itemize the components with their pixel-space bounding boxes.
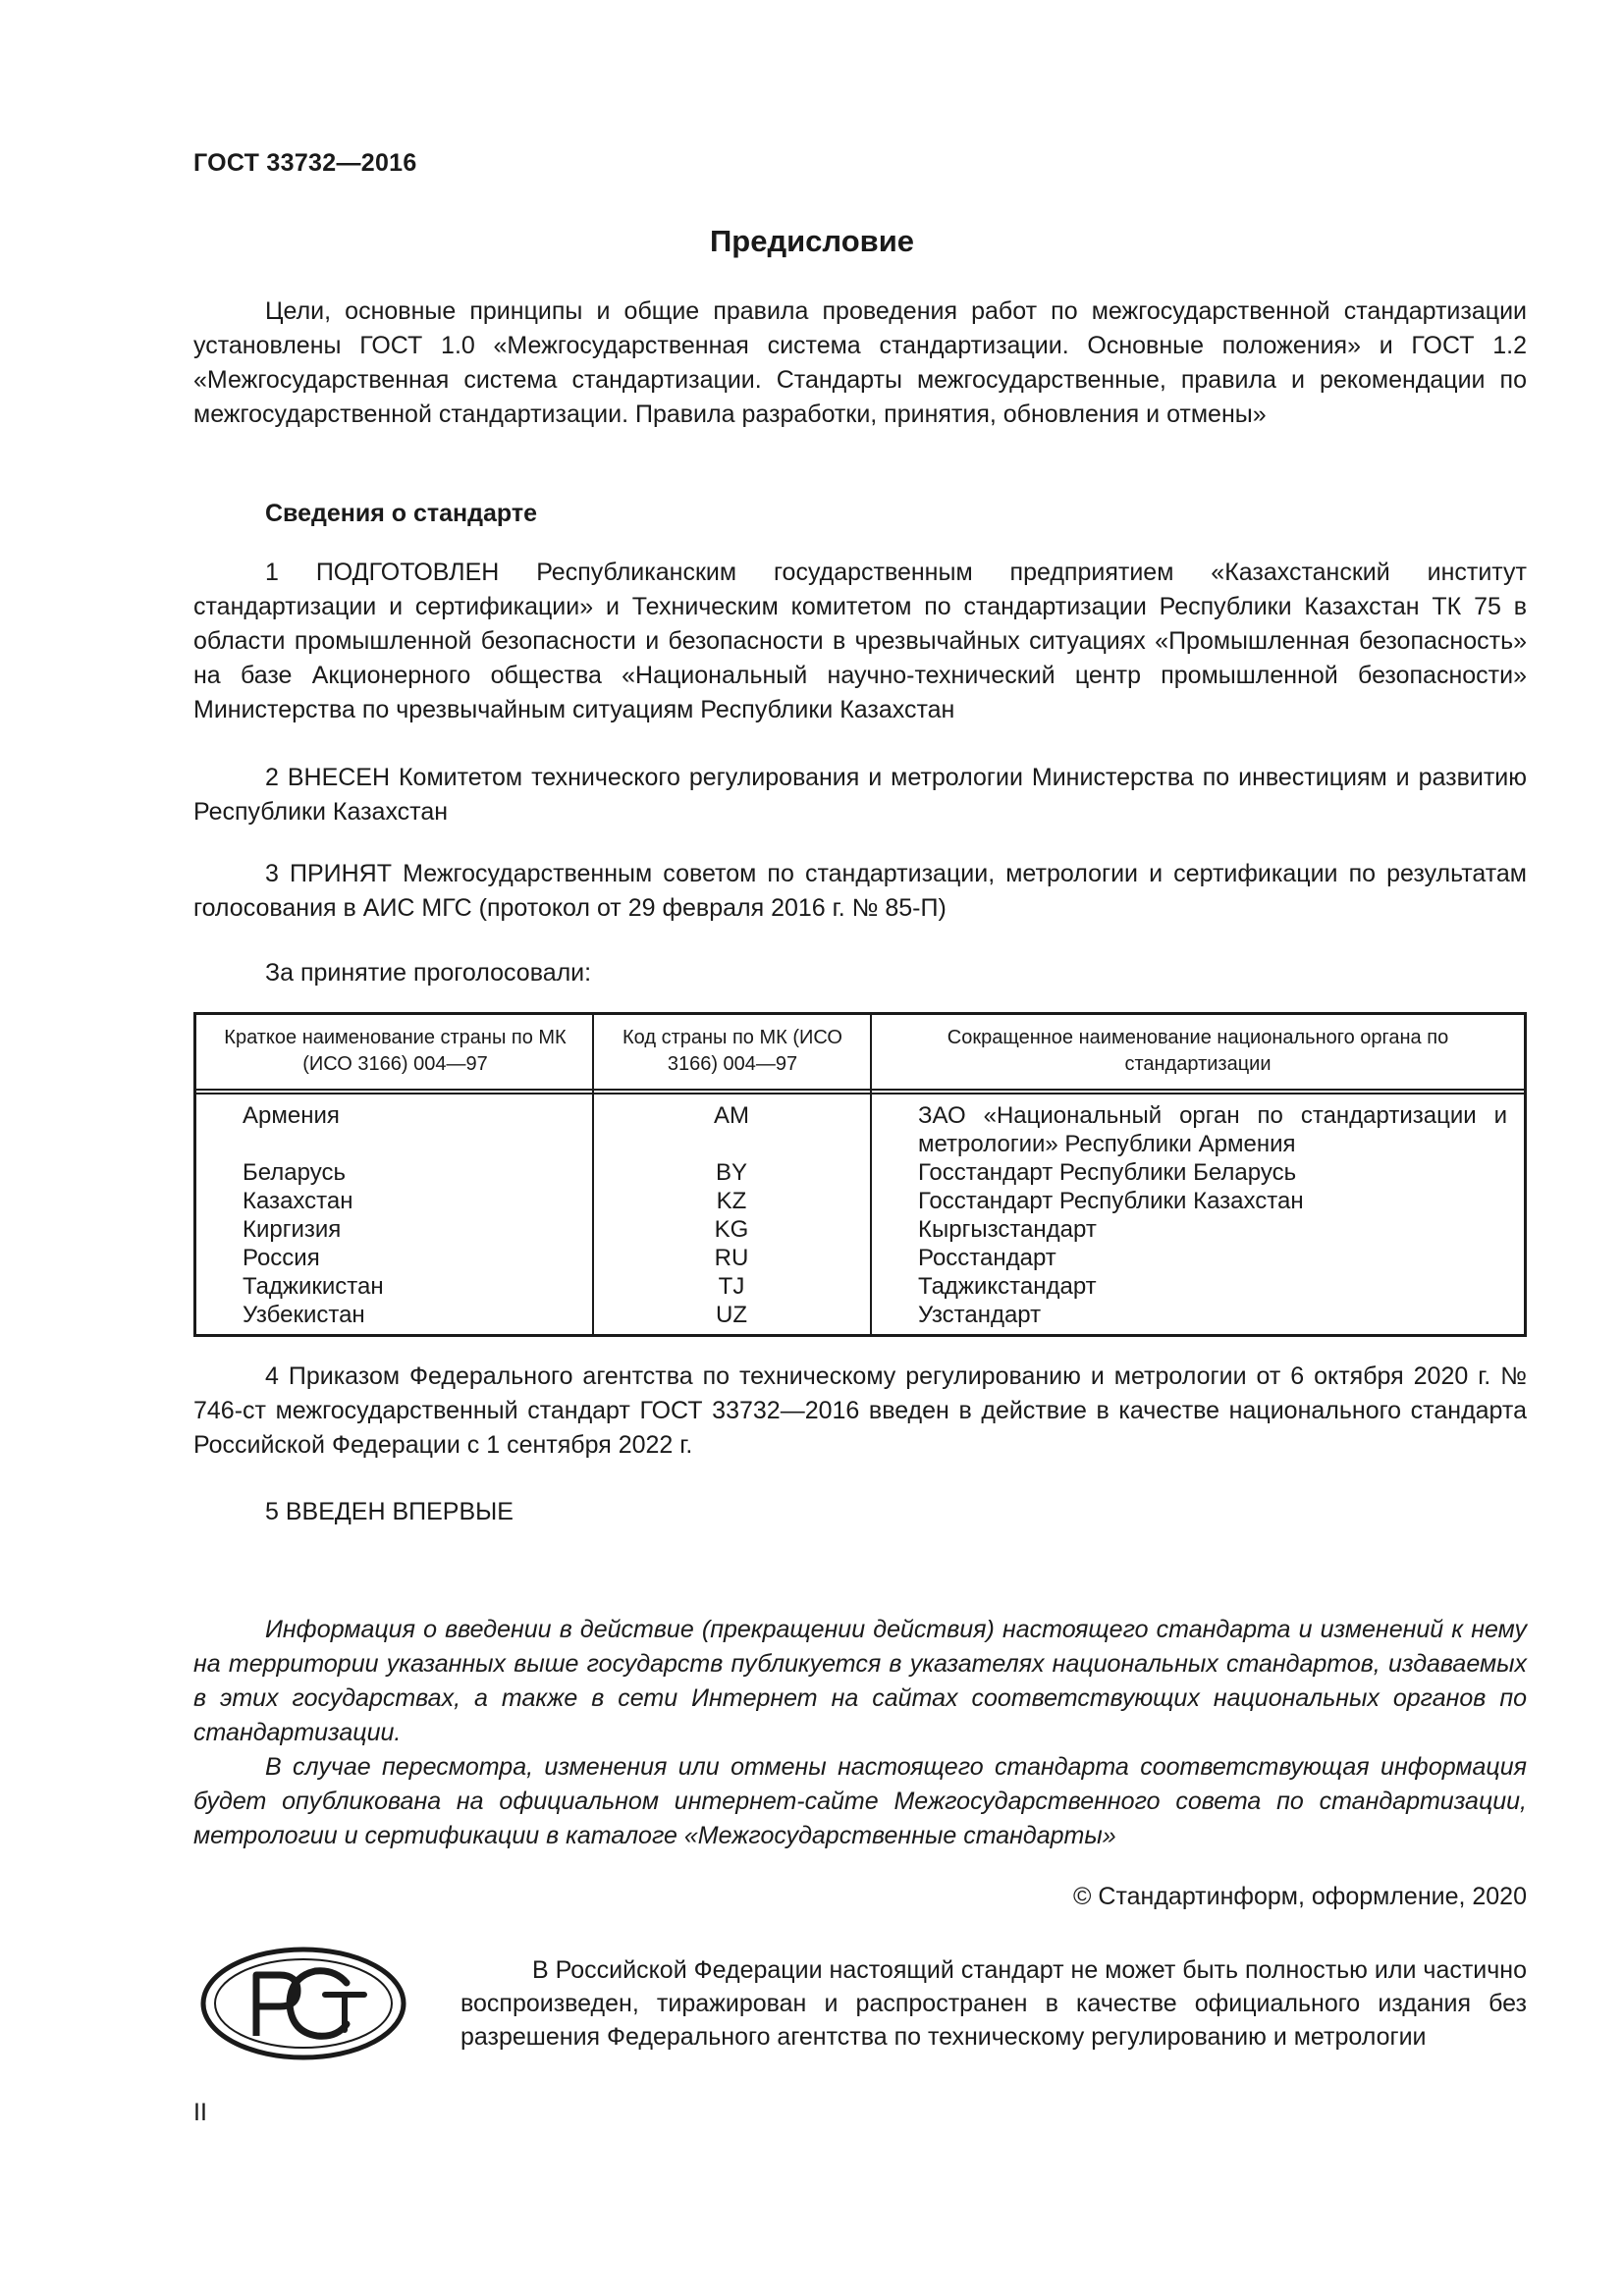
- table-cell-body: Кыргызстандарт: [918, 1216, 1097, 1243]
- info-italic-block: [193, 1613, 1527, 1853]
- item-4-paragraph: [193, 1360, 1527, 1463]
- table-cell-country: Узбекистан: [243, 1302, 365, 1328]
- table-cell-body: Узстандарт: [918, 1302, 1042, 1328]
- table-cell-body: Росстандарт: [918, 1245, 1056, 1271]
- table-cell-country: Беларусь: [243, 1159, 346, 1186]
- table-divider: [870, 1015, 872, 1334]
- table-cell-code: UZ: [716, 1302, 747, 1328]
- copyright-line: © Стандартинформ, оформление, 2020: [1073, 1883, 1527, 1910]
- item-3-paragraph: [193, 857, 1527, 926]
- info-italic-paragraph-2: В случае пересмотра, изменения или отмены настоящего стандарта соответствующая информация будет опубликована на официальном интернет-сайте Межгосударственного совета по стандартизации, метрологии и сертификации в каталоге «Межгосударственные стандарты»: [193, 1753, 1527, 1849]
- table-cell-country: Армения: [243, 1102, 340, 1129]
- page-title: Предисловие: [709, 224, 914, 258]
- voted-label: За принятие проголосовали:: [265, 959, 592, 987]
- table-cell-body: ЗАО «Национальный орган по стандартизации и метрологии» Республики Армения: [918, 1102, 1507, 1157]
- item-2-paragraph: [193, 761, 1527, 829]
- table-cell-country: Таджикистан: [243, 1273, 384, 1300]
- table-column-country: [243, 1101, 384, 1329]
- reproduction-notice-text: В Российской Федерации настоящий стандарт не может быть полностью или частично воспроизведен, тиражирован и распространен в качестве официального издания без разрешения Федерального агентства по техническому регулированию и метрологии: [460, 1956, 1527, 2051]
- pct-certification-logo-icon: [199, 1946, 407, 2061]
- table-cell-code: RU: [714, 1245, 749, 1271]
- intro-paragraph: [193, 294, 1527, 432]
- table-cell-country: Россия: [243, 1245, 320, 1271]
- table-divider: [592, 1015, 594, 1334]
- item-2-text: 2 ВНЕСЕН Комитетом технического регулирования и метрологии Министерства по инвестициям и развитию Республики Казахстан: [193, 764, 1527, 826]
- item-1-text: 1 ПОДГОТОВЛЕН Республиканским государственным предприятием «Казахстанский институт стандартизации и сертификации» и Техническим комитетом по стандартизации Республики Казахстан ТК 75 в области промышленной безопасности и безопасности в чрезвычайных ситуациях «Промышленная безопасность» на базе Акционерного общества «Национальный научно-технический центр промышленной безопасности» Министерства по чрезвычайным ситуациям Республики Казахстан: [193, 559, 1527, 723]
- table-cell-body: Госстандарт Республики Беларусь: [918, 1159, 1297, 1186]
- item-1-paragraph: [193, 556, 1527, 727]
- intro-text: Цели, основные принципы и общие правила проведения работ по межгосударственной стандартизации установлены ГОСТ 1.0 «Межгосударственная система стандартизации. Основные положения» и ГОСТ 1.2 «Межгосударственная система стандартизации. Стандарты межгосударственные, правила и рекомендации по межгосударственной стандартизации. Правила разработки, принятия, обновления и отмены»: [193, 297, 1527, 428]
- document-code-header: ГОСТ 33732—2016: [193, 149, 417, 177]
- table-header-code: Код страны по МК (ИСО 3166) 004—97: [623, 1027, 842, 1075]
- info-italic-paragraph-1: Информация о введении в действие (прекращении действия) настоящего стандарта и изменений к нему на территории указанных выше государств публикуется в указателях национальных стандартов, издаваемых в этих государствах, а также в сети Интернет на сайтах соответствующих национальных органов по стандартизации.: [193, 1616, 1527, 1746]
- table-cell-code: TJ: [718, 1273, 745, 1300]
- page-number: II: [193, 2099, 207, 2126]
- table-cell-country: Киргизия: [243, 1216, 342, 1243]
- table-column-body: [918, 1101, 1507, 1329]
- item-5-text: 5 ВВЕДЕН ВПЕРВЫЕ: [265, 1498, 514, 1525]
- table-column-code: [599, 1101, 864, 1329]
- table-cell-code: AM: [714, 1102, 749, 1129]
- table-cell-code: BY: [715, 1159, 747, 1186]
- table-header-divider: [196, 1089, 1524, 1095]
- info-heading: Сведения о стандарте: [265, 500, 538, 527]
- reproduction-notice: [460, 1953, 1527, 2054]
- table-header-country: Краткое наименование страны по МК (ИСО 3166) 004—97: [224, 1027, 567, 1075]
- item-3-text: 3 ПРИНЯТ Межгосударственным советом по стандартизации, метрологии и сертификации по результатам голосования в АИС МГС (протокол от 29 февраля 2016 г. № 85-П): [193, 860, 1527, 922]
- item-4-text: 4 Приказом Федерального агентства по техническому регулированию и метрологии от 6 октября 2020 г. № 746-ст межгосударственный стандарт ГОСТ 33732—2016 введен в действие в качестве национального стандарта Российской Федерации с 1 сентября 2022 г.: [193, 1362, 1527, 1459]
- voting-table: [193, 1012, 1527, 1337]
- table-cell-body: Госстандарт Республики Казахстан: [918, 1188, 1304, 1214]
- table-header-body: Сокращенное наименование национального органа по стандартизации: [947, 1027, 1449, 1075]
- table-cell-country: Казахстан: [243, 1188, 353, 1214]
- table-cell-code: KZ: [716, 1188, 747, 1214]
- table-cell-code: KG: [714, 1216, 749, 1243]
- table-cell-body: Таджикстандарт: [918, 1273, 1097, 1300]
